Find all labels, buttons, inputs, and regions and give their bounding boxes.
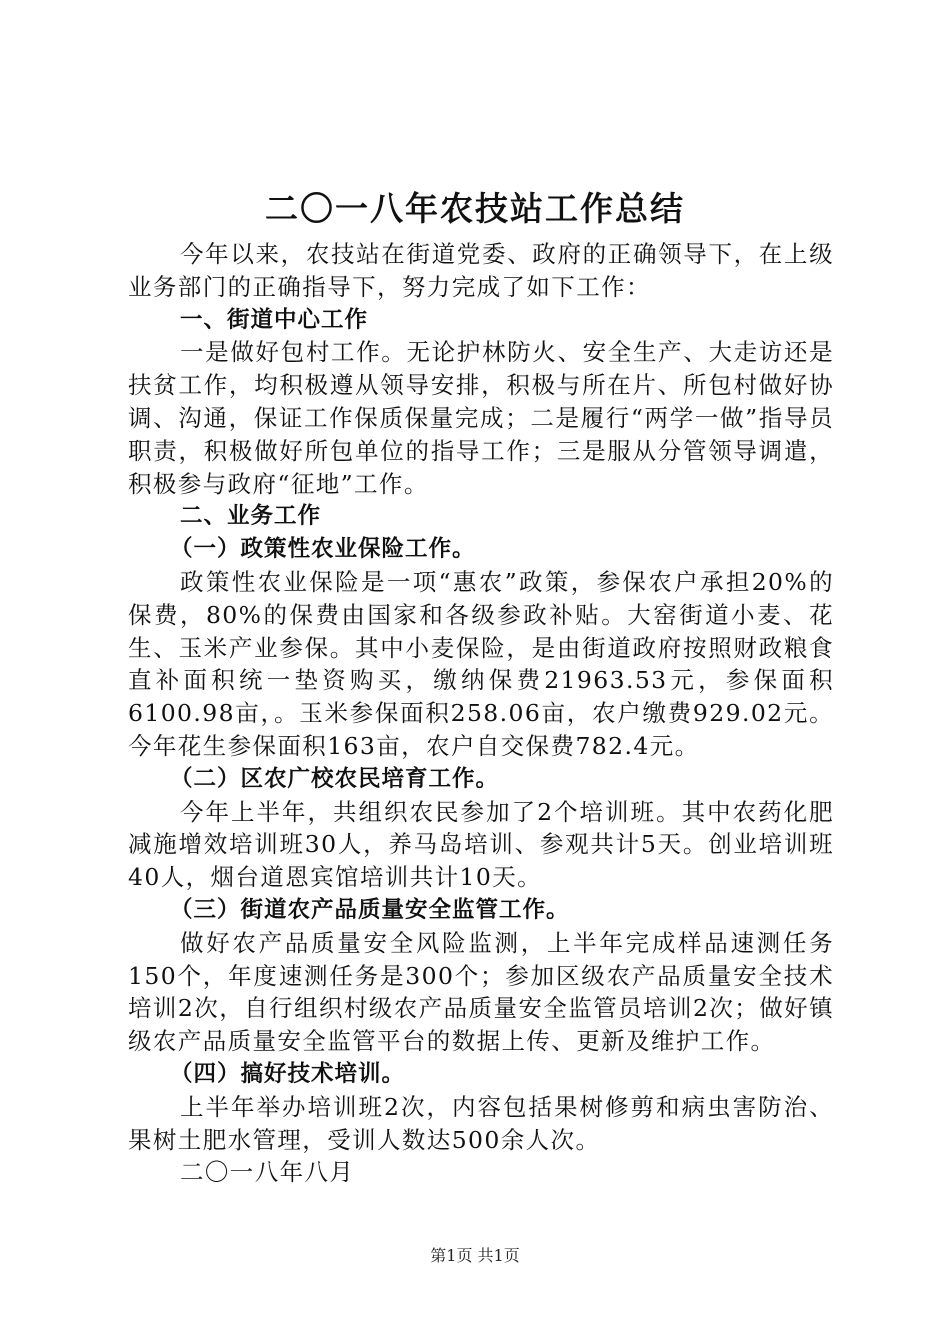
subsection-heading-insurance: （一）政策性农业保险工作。 — [170, 536, 476, 563]
section-paragraph-center-work: 一是做好包村工作。无论护林防火、安全生产、大走访还是扶贫工作，均积极遵从领导安排，积极与所在片、所包村做好协调、沟通，保证工作保质保量完成；二是履行“两学一做”指导员职责，积极做好所包单位的指导工作；三是服从分管领导调遣，积极参与政府“征地”工作。 — [128, 338, 834, 498]
intro-paragraph: 今年以来，农技站在街道党委、政府的正确领导下，在上级业务部门的正确指导下，努力完成了如下工作： — [128, 240, 834, 301]
subsection-paragraph-insurance: 政策性农业保险是一项“惠农”政策，参保农户承担20%的保费，80%的保费由国家和各级参政补贴。大窑街道小麦、花生、玉米产业参保。其中小麦保险，是由街道政府按照财政粮食直补面积统一垫资购买，缴纳保费21963.53元，参保面积6100.98亩，。玉米参保面积258.06亩，农户缴费929.02元。今年花生参保面积163亩，农户自交保费782.4元。 — [128, 567, 834, 760]
subsection-heading-quality-safety: （三）街道农产品质量安全监管工作。 — [170, 896, 570, 923]
subsection-heading-tech-training: （四）搞好技术培训。 — [170, 1060, 406, 1087]
subsection-paragraph-farmer-training: 今年上半年，共组织农民参加了2个培训班。其中农药化肥减施增效培训班30人，养马岛培训、参观共计5天。创业培训班40人，烟台道恩宾馆培训共计10天。 — [128, 797, 834, 892]
document-body — [128, 238, 834, 1189]
page-number-footer: 第1页 共1页 — [430, 1246, 520, 1265]
section-heading-business-work: 二、业务工作 — [180, 503, 322, 530]
document-title: 二〇一八年农技站工作总结 — [265, 189, 685, 228]
subsection-paragraph-quality-safety: 做好农产品质量安全风险监测，上半年完成样品速测任务150个，年度速测任务是300个；参加区级农产品质量安全技术培训2次，自行组织村级农产品质量安全监管员培训2次；做好镇级农产品质量安全监管平台的数据上传、更新及维护工作。 — [128, 928, 834, 1056]
document-date: 二〇一八年八月 — [180, 1158, 355, 1187]
subsection-paragraph-tech-training: 上半年举办培训班2次，内容包括果树修剪和病虫害防治、果树土肥水管理，受训人数达500余人次。 — [128, 1092, 834, 1154]
section-heading-center-work: 一、街道中心工作 — [180, 306, 369, 333]
subsection-heading-farmer-training: （二）区农广校农民培育工作。 — [170, 765, 500, 792]
